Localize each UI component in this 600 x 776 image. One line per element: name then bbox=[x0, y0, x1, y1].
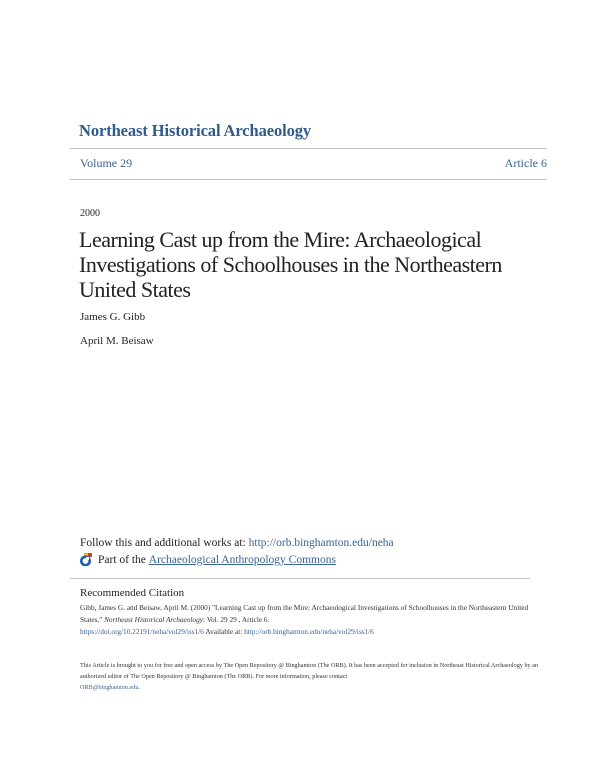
citation-divider bbox=[70, 578, 530, 579]
follow-url-link[interactable]: http://orb.binghamton.edu/neha bbox=[248, 537, 394, 549]
bepress-commons-icon bbox=[80, 553, 93, 566]
follow-label: Follow this and additional works at: bbox=[80, 537, 249, 549]
article-link[interactable]: Article 6 bbox=[504, 156, 547, 170]
volume-link[interactable]: Volume 29 bbox=[80, 156, 133, 170]
part-of-label: Part of the bbox=[98, 553, 146, 566]
journal-title[interactable]: Northeast Historical Archaeology bbox=[79, 121, 312, 140]
article-title: Learning Cast up from the Mire: Archaeological Investigations of Schoolhouses in the Northeastern United States bbox=[79, 227, 502, 302]
citation-heading: Recommended Citation bbox=[80, 587, 185, 599]
follow-works-line bbox=[80, 537, 394, 549]
part-of-line bbox=[80, 553, 336, 566]
header-divider-bottom bbox=[70, 179, 547, 180]
available-label: Available at: bbox=[203, 627, 245, 636]
footer-note bbox=[80, 660, 540, 693]
footer-text: This Article is brought to you for free and open access by The Open Repository @ Binghamton (The ORB). It has been accepted for inclusion in Northeast Historical Archaeology by an authorized editor of The Open Repository @ Binghamton (The ORB). For more information, please contact bbox=[80, 662, 539, 680]
header-divider-top bbox=[70, 148, 547, 149]
author-2[interactable]: April M. Beisaw bbox=[80, 335, 154, 347]
doi-link[interactable]: https://doi.org/10.22191/neha/vol29/iss1/6 bbox=[80, 627, 204, 636]
commons-link[interactable]: Archaeological Anthropology Commons bbox=[148, 553, 336, 566]
publication-year: 2000 bbox=[80, 208, 100, 219]
contact-email-link[interactable]: ORB@binghamton.edu bbox=[80, 684, 139, 691]
citation-text-1: Gibb, James G. and Beisaw, April M. (2000) "Learning Cast up from the Mire: Archaeological Investigations of Schoolhouses in the Northeastern United States," bbox=[80, 603, 529, 624]
citation-text-2: : Vol. 29 29 , Article 6. bbox=[202, 615, 270, 624]
citation-journal: Northeast Historical Archaeology bbox=[104, 615, 203, 624]
footer-end: . bbox=[138, 684, 141, 691]
available-url-link[interactable]: http://orb.binghamton.edu/neha/vol29/iss1/6 bbox=[244, 627, 374, 636]
citation-body bbox=[80, 602, 540, 638]
author-1[interactable]: James G. Gibb bbox=[80, 311, 146, 323]
